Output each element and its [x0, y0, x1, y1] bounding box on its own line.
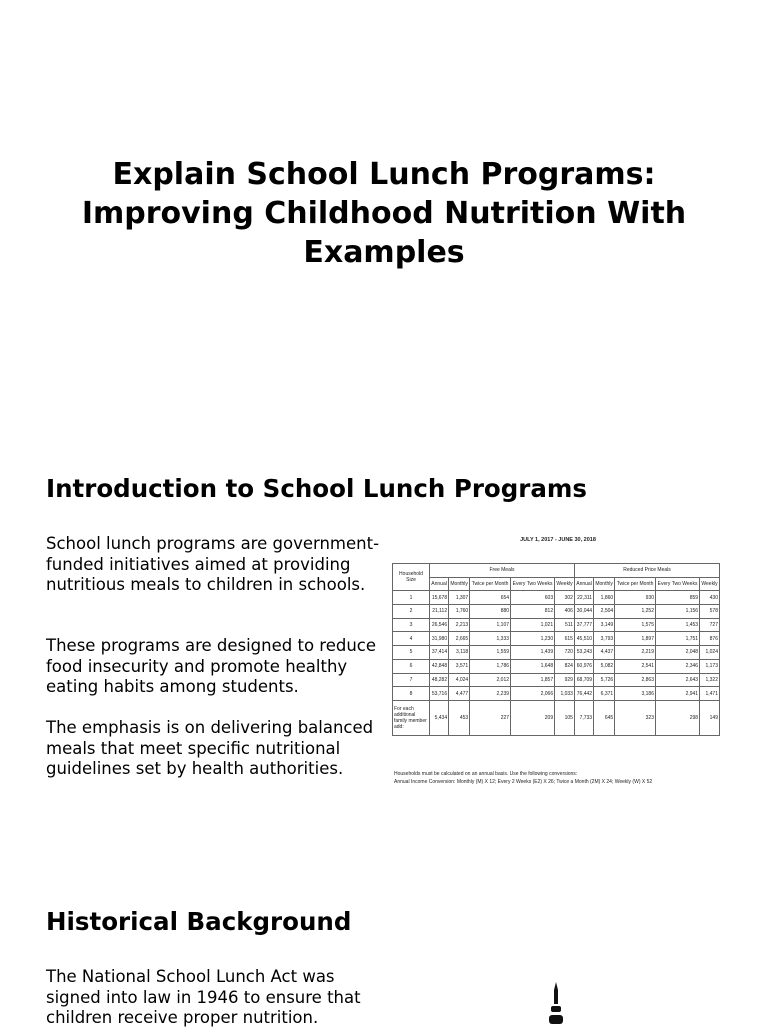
income-cell: 302: [555, 591, 575, 605]
income-cell: 720: [555, 646, 575, 660]
income-cell: 2,665: [449, 632, 470, 646]
income-cell: 1,453: [656, 618, 700, 632]
column-header: Annual: [574, 577, 593, 591]
page-title: Explain School Lunch Programs: Improving Childhood Nutrition With Examples: [81, 157, 687, 270]
income-cell: 1,107: [470, 618, 511, 632]
income-cell: 48,282: [430, 673, 449, 687]
household-size-cell: 1: [393, 591, 430, 605]
income-cell: 615: [555, 632, 575, 646]
income-cell: 2,941: [656, 687, 700, 701]
table-row: [393, 687, 720, 701]
table-notes: [394, 770, 652, 786]
income-cell: 2,541: [615, 659, 656, 673]
income-cell: 2,066: [511, 687, 555, 701]
column-header: Weekly: [700, 577, 720, 591]
income-cell: 4,437: [594, 646, 615, 660]
household-size-cell: 4: [393, 632, 430, 646]
income-cell: 406: [555, 605, 575, 619]
income-cell: 21,112: [430, 605, 449, 619]
income-cell: 2,346: [656, 659, 700, 673]
income-cell: 2,239: [470, 687, 511, 701]
income-cell: 68,709: [574, 673, 593, 687]
income-cell: 1,897: [615, 632, 656, 646]
section-heading-introduction: Introduction to School Lunch Programs: [46, 474, 587, 503]
income-cell: 2,643: [656, 673, 700, 687]
income-cell: 578: [700, 605, 720, 619]
income-cell: 2,863: [615, 673, 656, 687]
income-cell: 430: [700, 591, 720, 605]
income-cell: 2,213: [449, 618, 470, 632]
income-cell: 859: [656, 591, 700, 605]
income-cell: 4,024: [449, 673, 470, 687]
income-cell: 1,021: [511, 618, 555, 632]
income-cell: 76,442: [574, 687, 593, 701]
income-cell: 2,219: [615, 646, 656, 660]
table-row: [393, 632, 720, 646]
income-cell: 1,173: [700, 659, 720, 673]
income-cell: 45,510: [574, 632, 593, 646]
column-header: Twice per Month: [615, 577, 656, 591]
income-cell: 1,648: [511, 659, 555, 673]
income-cell: 3,793: [594, 632, 615, 646]
income-cell: 53,243: [574, 646, 593, 660]
income-cell: 323: [615, 700, 656, 735]
income-cell: 1,333: [470, 632, 511, 646]
income-cell: 1,471: [700, 687, 720, 701]
income-cell: 2,048: [656, 646, 700, 660]
income-cell: 929: [555, 673, 575, 687]
income-cell: 654: [470, 591, 511, 605]
income-cell: 1,786: [470, 659, 511, 673]
table-caption: JULY 1, 2017 - JUNE 30, 2018: [520, 537, 596, 543]
column-header: Annual: [430, 577, 449, 591]
income-cell: 37,414: [430, 646, 449, 660]
column-header: Every Two Weeks: [656, 577, 700, 591]
column-header: Weekly: [555, 577, 575, 591]
household-size-cell: 8: [393, 687, 430, 701]
household-size-cell: 5: [393, 646, 430, 660]
income-cell: 7,733: [574, 700, 593, 735]
income-cell: 26,546: [430, 618, 449, 632]
intro-paragraph-2: These programs are designed to reduce food insecurity and promote healthy eating habits among students.: [46, 636, 377, 696]
income-cell: 453: [449, 700, 470, 735]
intro-paragraph-1: School lunch programs are government-funded initiatives aimed at providing nutritious meals to children in schools.: [46, 534, 380, 594]
income-cell: 22,311: [574, 591, 593, 605]
income-cell: 812: [511, 605, 555, 619]
income-cell: 5,082: [594, 659, 615, 673]
table-row: [393, 605, 720, 619]
income-cell: 727: [700, 618, 720, 632]
household-size-cell: 6: [393, 659, 430, 673]
column-header: Twice per Month: [470, 577, 511, 591]
income-cell: 298: [656, 700, 700, 735]
income-cell: 2,504: [594, 605, 615, 619]
column-header: Every Two Weeks: [511, 577, 555, 591]
income-cell: 930: [615, 591, 656, 605]
income-cell: 3,149: [594, 618, 615, 632]
income-cell: 15,678: [430, 591, 449, 605]
income-cell: 1,760: [449, 605, 470, 619]
income-cell: 31,980: [430, 632, 449, 646]
income-cell: 511: [555, 618, 575, 632]
income-table-body: [393, 591, 720, 736]
table-row: [393, 646, 720, 660]
reduced-price-meals-header: Reduced Price Meals: [574, 564, 719, 578]
income-cell: 824: [555, 659, 575, 673]
free-meals-header: Free Meals: [430, 564, 575, 578]
income-cell: 6,371: [594, 687, 615, 701]
fountain-pen-icon: [546, 982, 566, 1024]
table-row: [393, 618, 720, 632]
income-eligibility-table-image: [388, 528, 728, 798]
income-cell: 1,857: [511, 673, 555, 687]
table-row: [393, 591, 720, 605]
income-cell: 1,559: [470, 646, 511, 660]
income-cell: 876: [700, 632, 720, 646]
income-cell: 227: [470, 700, 511, 735]
income-cell: 5,726: [594, 673, 615, 687]
section-heading-historical-background: Historical Background: [46, 907, 352, 936]
table-row: [393, 673, 720, 687]
household-size-header: Household Size: [393, 564, 430, 591]
income-cell: 2,012: [470, 673, 511, 687]
intro-paragraph-3: The emphasis is on delivering balanced meals that meet specific nutritional guidelines set by health authorities.: [46, 718, 374, 778]
household-size-cell: 3: [393, 618, 430, 632]
household-size-cell: For each additional family member add:: [393, 700, 430, 735]
income-cell: 4,477: [449, 687, 470, 701]
income-cell: 1,252: [615, 605, 656, 619]
income-eligibility-table: [392, 563, 720, 736]
income-cell: 209: [511, 700, 555, 735]
income-cell: 880: [470, 605, 511, 619]
income-cell: 5,434: [430, 700, 449, 735]
income-cell: 53,716: [430, 687, 449, 701]
income-cell: 37,777: [574, 618, 593, 632]
column-header: Monthly: [594, 577, 615, 591]
income-cell: 645: [594, 700, 615, 735]
income-cell: 1,307: [449, 591, 470, 605]
income-cell: 3,186: [615, 687, 656, 701]
income-cell: 1,860: [594, 591, 615, 605]
income-cell: 603: [511, 591, 555, 605]
column-header: Monthly: [449, 577, 470, 591]
income-cell: 3,571: [449, 659, 470, 673]
income-cell: 1,575: [615, 618, 656, 632]
table-row: [393, 700, 720, 735]
income-cell: 60,976: [574, 659, 593, 673]
income-cell: 1,156: [656, 605, 700, 619]
table-note-line-2: Annual Income Conversion: Monthly (M) X 12; Every 2 Weeks (E2) X 26; Twice a Month (2M) X 24; Weekly (W) X 52: [394, 779, 653, 785]
income-cell: 30,044: [574, 605, 593, 619]
income-cell: 105: [555, 700, 575, 735]
income-cell: 1,033: [555, 687, 575, 701]
income-cell: 1,322: [700, 673, 720, 687]
income-cell: 1,230: [511, 632, 555, 646]
income-cell: 1,751: [656, 632, 700, 646]
income-cell: 3,118: [449, 646, 470, 660]
income-cell: 1,024: [700, 646, 720, 660]
household-size-cell: 2: [393, 605, 430, 619]
table-note-line-1: Households must be calculated on an annual basis. Use the following conversions:: [394, 771, 578, 777]
income-cell: 42,848: [430, 659, 449, 673]
income-cell: 1,439: [511, 646, 555, 660]
income-cell: 149: [700, 700, 720, 735]
household-size-cell: 7: [393, 673, 430, 687]
history-paragraph-1: The National School Lunch Act was signed into law in 1946 to ensure that children receive proper nutrition.: [46, 967, 361, 1027]
table-row: [393, 659, 720, 673]
